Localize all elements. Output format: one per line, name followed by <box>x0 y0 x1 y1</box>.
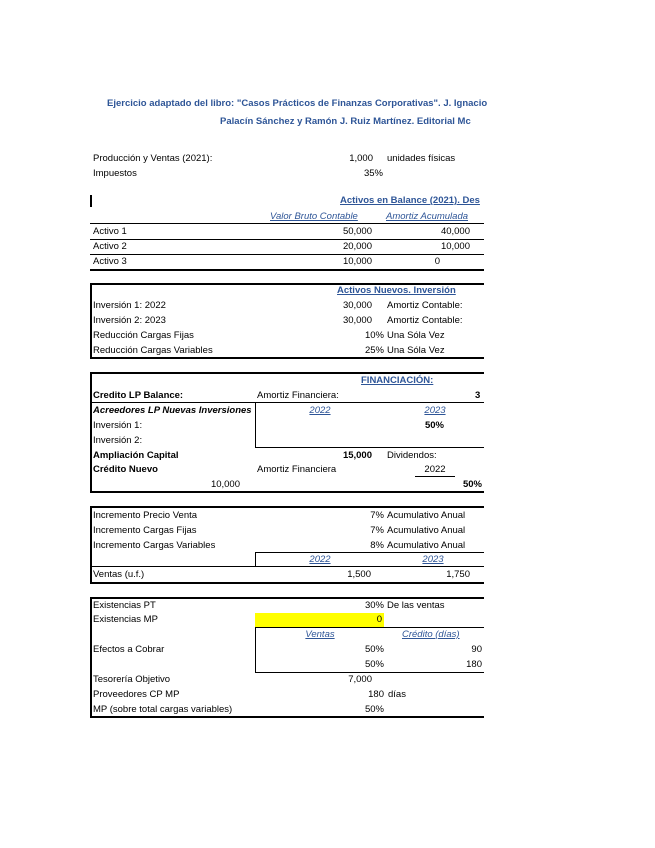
tesoreria-value: 7,000 <box>348 674 372 685</box>
credito-pct: 50% <box>462 479 482 490</box>
growth-year-2023: 2023 <box>422 554 444 565</box>
financing-bottom-rule <box>90 491 484 493</box>
financing-top-rule <box>90 372 484 374</box>
credito-value: 10,000 <box>210 479 240 490</box>
new-asset-value: 30,000 <box>342 300 372 311</box>
taxes-value: 35% <box>363 168 383 179</box>
asset-row-amort: 0 <box>434 256 440 267</box>
growth-year-2022: 2022 <box>309 554 331 565</box>
exist-pt-value: 30% <box>364 600 384 611</box>
assets-bottom-rule <box>90 269 484 271</box>
asset-row-amort: 10,000 <box>440 241 470 252</box>
financing-inner-rule <box>255 447 484 448</box>
new-assets-title: Activos Nuevos. Inversión <box>337 285 456 296</box>
new-asset-extra: Amortiz Contable: <box>387 315 463 326</box>
wc-inner-border <box>255 627 256 672</box>
ampliacion-value: 15,000 <box>342 450 372 461</box>
proveedores-value: 180 <box>368 689 384 700</box>
growth-value: 7% <box>370 510 384 521</box>
growth-inner-border <box>255 552 256 567</box>
inversion2-label: Inversión 2: <box>93 435 143 446</box>
new-asset-extra: Una Sóla Vez <box>387 330 445 341</box>
credito-lp-label: Credito LP Balance: <box>93 390 184 401</box>
inversion1-label: Inversión 1: <box>93 420 143 431</box>
new-asset-value: 10% <box>364 330 384 341</box>
new-asset-label: Reducción Cargas Variables <box>93 345 213 356</box>
financing-row-rule <box>90 402 484 403</box>
growth-bottom-rule <box>90 582 484 584</box>
wc-col-credito: Crédito (días) <box>402 629 460 640</box>
efectos-ventas: 50% <box>364 659 384 670</box>
efectos-label: Efectos a Cobrar <box>93 644 165 655</box>
growth-label: Incremento Precio Venta <box>93 510 198 521</box>
efectos-ventas: 50% <box>364 644 384 655</box>
asset-row-valor: 50,000 <box>342 226 372 237</box>
ventas-2022: 1,500 <box>347 569 371 580</box>
production-value: 1,000 <box>349 153 373 164</box>
growth-extra: Acumulativo Anual <box>387 510 466 521</box>
growth-extra: Acumulativo Anual <box>387 540 466 551</box>
acreedores-label: Acreedores LP Nuevas Inversiones <box>93 405 252 416</box>
new-asset-label: Inversión 1: 2022 <box>93 300 166 311</box>
credito-year: 2022 <box>424 464 446 475</box>
mp-label: MP (sobre total cargas variables) <box>93 704 233 715</box>
amortiz-fin-label: Amortiz Financiera: <box>257 390 339 401</box>
asset-row-label: Activo 2 <box>93 241 127 252</box>
wc-top-rule <box>90 597 484 599</box>
ventas-label: Ventas (u.f.) <box>93 569 145 580</box>
asset-row-valor: 10,000 <box>342 256 372 267</box>
financing-inner-border <box>255 402 256 447</box>
credito-nuevo-label: Crédito Nuevo <box>93 464 158 475</box>
header-line-1: Ejercicio adaptado del libro: "Casos Prácticos de Finanzas Corporativas". J. Ignacio <box>107 98 488 109</box>
ampliacion-label: Ampliación Capital <box>93 450 179 461</box>
taxes-label: Impuestos <box>93 168 137 179</box>
amortiz-fin2-label: Amortiz Financiera <box>257 464 337 475</box>
mp-value: 50% <box>364 704 384 715</box>
dividendos-label: Dividendos: <box>387 450 437 461</box>
assets-col-amort: Amortiz Acumulada <box>386 211 469 222</box>
assets-title: Activos en Balance (2021). Des <box>340 195 480 206</box>
financing-year-2022: 2022 <box>309 405 331 416</box>
financing-year-2023: 2023 <box>424 405 446 416</box>
asset-row-label: Activo 1 <box>93 226 127 237</box>
tesoreria-label: Tesorería Objetivo <box>93 674 171 685</box>
header-line-2: Palacín Sánchez y Ramón J. Ruiz Martínez. Editorial Mc <box>220 116 471 127</box>
exist-pt-extra: De las ventas <box>387 600 445 611</box>
financing-title: FINANCIACIÓN: <box>361 375 434 386</box>
asset-row-amort: 40,000 <box>440 226 470 237</box>
growth-row-rule <box>90 566 484 567</box>
production-unit: unidades físicas <box>387 153 456 164</box>
asset-row-rule <box>90 254 484 255</box>
proveedores-unit: días <box>388 689 406 700</box>
growth-top-rule <box>90 506 484 508</box>
growth-extra: Acumulativo Anual <box>387 525 466 536</box>
wc-inner-bottom-rule <box>255 672 484 673</box>
exist-mp-value[interactable]: 0 <box>376 614 382 625</box>
amortiz-fin-value: 3 <box>475 390 481 401</box>
new-asset-value: 25% <box>364 345 384 356</box>
assets-header-rule <box>90 223 484 224</box>
assets-left-marker <box>90 195 92 207</box>
efectos-credito: 180 <box>466 659 482 670</box>
growth-label: Incremento Cargas Variables <box>93 540 216 551</box>
financing-left-border <box>90 372 92 492</box>
growth-label: Incremento Cargas Fijas <box>93 525 197 536</box>
asset-row-label: Activo 3 <box>93 256 127 267</box>
new-asset-extra: Una Sóla Vez <box>387 345 445 356</box>
new-asset-value: 30,000 <box>342 315 372 326</box>
new-assets-left-border <box>90 283 92 358</box>
wc-left-border <box>90 597 92 717</box>
efectos-credito: 90 <box>471 644 482 655</box>
new-asset-extra: Amortiz Contable: <box>387 300 463 311</box>
growth-inner-rule <box>255 552 484 553</box>
assets-col-valor: Valor Bruto Contable <box>270 211 358 222</box>
exist-pt-label: Existencias PT <box>93 600 156 611</box>
ventas-2023: 1,750 <box>446 569 470 580</box>
wc-inner-rule <box>255 627 484 628</box>
credito-year-underline <box>415 476 455 477</box>
asset-row-valor: 20,000 <box>342 241 372 252</box>
inversion1-pct: 50% <box>424 420 444 431</box>
asset-row-rule <box>90 239 484 240</box>
new-assets-bottom-rule <box>90 357 484 359</box>
exist-mp-label: Existencias MP <box>93 614 158 625</box>
proveedores-label: Proveedores CP MP <box>93 689 180 700</box>
production-label: Producción y Ventas (2021): <box>93 153 213 164</box>
new-asset-label: Inversión 2: 2023 <box>93 315 166 326</box>
growth-value: 7% <box>370 525 384 536</box>
wc-bottom-rule <box>90 716 484 718</box>
growth-left-border <box>90 506 92 583</box>
growth-value: 8% <box>370 540 384 551</box>
new-asset-label: Reducción Cargas Fijas <box>93 330 194 341</box>
wc-col-ventas: Ventas <box>305 629 335 640</box>
